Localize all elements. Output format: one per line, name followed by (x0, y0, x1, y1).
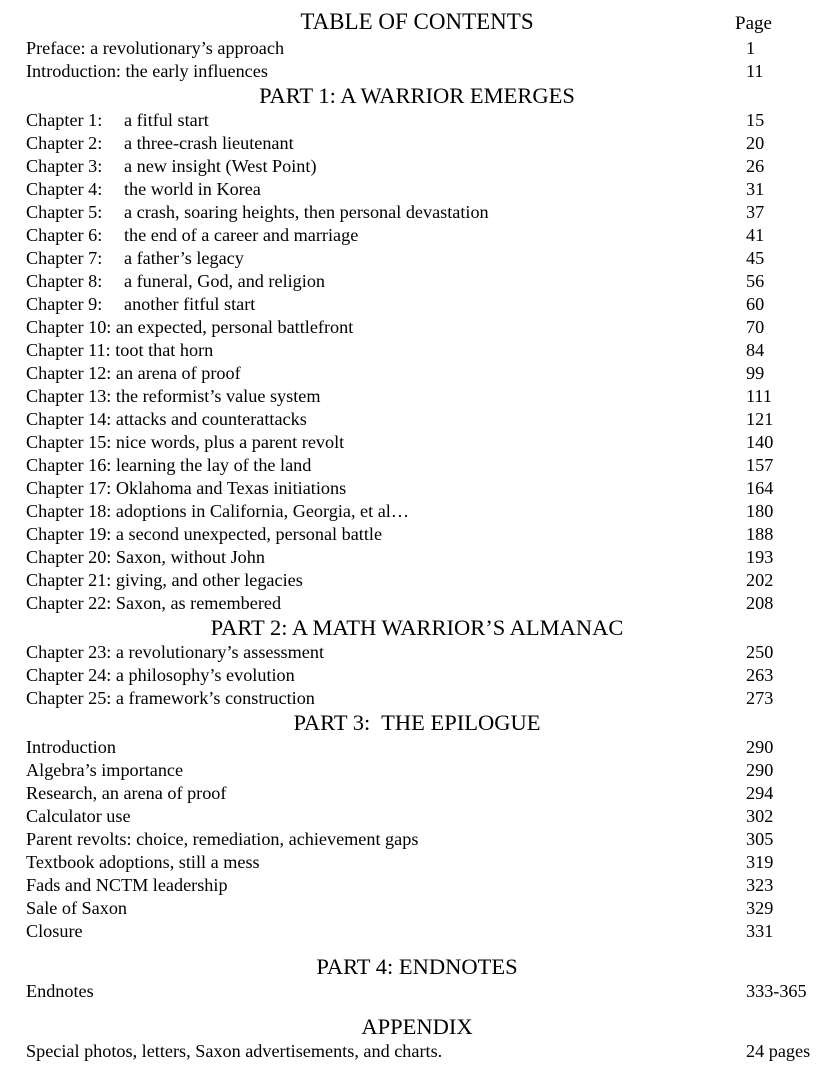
entry-page: 290 (746, 760, 774, 780)
entry-page: 250 (746, 642, 774, 662)
page-column-header: Page (735, 13, 772, 34)
entry-page: 208 (746, 593, 774, 613)
entry-page: 294 (746, 783, 774, 803)
toc-entry-section (0, 736, 834, 759)
chapter-number: Chapter 5: (26, 202, 103, 222)
chapter-number: Chapter 3: (26, 156, 103, 176)
entry-page: 193 (746, 547, 774, 567)
entry-title: Chapter 11: toot that horn (26, 340, 214, 360)
entry-page: 70 (746, 317, 765, 337)
entry-page: 121 (746, 409, 774, 429)
entry-title: Chapter 15: nice words, plus a parent revolt (26, 432, 345, 452)
toc-entry-chapter (0, 247, 834, 270)
toc-entry-chapter (0, 109, 834, 132)
entry-page: 329 (746, 898, 774, 918)
toc-entry-chapter (0, 201, 834, 224)
toc-entry-chapter (0, 546, 834, 569)
toc-entry-section (0, 897, 834, 920)
entry-page: 273 (746, 688, 774, 708)
chapter-number: Chapter 1: (26, 110, 103, 130)
toc-entry-chapter (0, 664, 834, 687)
entry-title: Chapter 23: a revolutionary’s assessment (26, 642, 325, 662)
entry-title: Introduction (26, 737, 116, 757)
toc-entry-chapter (0, 178, 834, 201)
toc-entry-chapter (0, 454, 834, 477)
entry-title: Chapter 24: a philosophy’s evolution (26, 665, 295, 685)
chapter-number: Chapter 7: (26, 248, 103, 268)
entry-page: 140 (746, 432, 774, 452)
entry-title: Chapter 12: an arena of proof (26, 363, 241, 383)
toc-entry-chapter (0, 224, 834, 247)
entry-page: 319 (746, 852, 774, 872)
entry-page: 164 (746, 478, 774, 498)
entry-title: Sale of Saxon (26, 898, 128, 918)
entry-title: a father’s legacy (124, 248, 244, 268)
entry-page: 24 pages (746, 1041, 811, 1061)
toc-entry-chapter (0, 293, 834, 316)
entry-title: Introduction: the early influences (26, 61, 268, 81)
entry-page: 20 (746, 133, 765, 153)
toc-entry-section (0, 828, 834, 851)
toc-entry-section (0, 874, 834, 897)
toc-entry-chapter (0, 641, 834, 664)
toc-entry-section (0, 1040, 834, 1063)
chapter-number: Chapter 4: (26, 179, 103, 199)
toc-entry-section (0, 980, 834, 1003)
entry-page: 323 (746, 875, 774, 895)
entry-page: 180 (746, 501, 774, 521)
toc-entry-chapter (0, 408, 834, 431)
entry-page: 45 (746, 248, 765, 268)
entry-title: Chapter 16: learning the lay of the land (26, 455, 312, 475)
part-3-heading: PART 3: THE EPILOGUE (293, 710, 541, 735)
entry-title: Research, an arena of proof (26, 783, 227, 803)
entry-title: Algebra’s importance (26, 760, 184, 780)
entry-title: Endnotes (26, 981, 94, 1001)
entry-page: 41 (746, 225, 765, 245)
entry-title: a funeral, God, and religion (124, 271, 326, 291)
entry-title: a crash, soaring heights, then personal devastation (124, 202, 489, 222)
entry-title: a fitful start (124, 110, 209, 130)
toc-entry-section (0, 782, 834, 805)
toc-entry-section (0, 851, 834, 874)
entry-title: Chapter 21: giving, and other legacies (26, 570, 303, 590)
entry-page: 111 (746, 386, 772, 406)
toc-entry-chapter (0, 385, 834, 408)
toc-entry-chapter (0, 362, 834, 385)
entry-title: the world in Korea (124, 179, 261, 199)
entry-title: Chapter 14: attacks and counterattacks (26, 409, 307, 429)
toc-entry-introduction (0, 60, 834, 83)
entry-page: 56 (746, 271, 765, 291)
toc-entry-section (0, 805, 834, 828)
entry-page: 31 (746, 179, 765, 199)
entry-title: Chapter 13: the reformist’s value system (26, 386, 321, 406)
toc-entry-chapter (0, 155, 834, 178)
entry-title: Parent revolts: choice, remediation, achievement gaps (26, 829, 419, 849)
chapter-number: Chapter 9: (26, 294, 103, 314)
part-2-heading: PART 2: A MATH WARRIOR’S ALMANAC (210, 615, 624, 640)
entry-page: 60 (746, 294, 765, 314)
entry-page: 11 (746, 61, 764, 81)
toc-title: TABLE OF CONTENTS (300, 9, 534, 34)
entry-title: a three-crash lieutenant (124, 133, 294, 153)
chapter-number: Chapter 8: (26, 271, 103, 291)
appendix-heading: APPENDIX (361, 1014, 473, 1039)
entry-page: 37 (746, 202, 765, 222)
toc-entry-section (0, 759, 834, 782)
entry-page: 202 (746, 570, 774, 590)
entry-title: a new insight (West Point) (124, 156, 317, 176)
entry-page: 263 (746, 665, 774, 685)
toc-entries (0, 37, 834, 1063)
entry-page: 84 (746, 340, 765, 360)
entry-title: Closure (26, 921, 83, 941)
toc-entry-section (0, 920, 834, 943)
toc-entry-chapter (0, 592, 834, 615)
entry-title: Chapter 17: Oklahoma and Texas initiations (26, 478, 347, 498)
toc-entry-chapter (0, 270, 834, 293)
entry-title: Preface: a revolutionary’s approach (26, 38, 285, 58)
entry-title: Fads and NCTM leadership (26, 875, 228, 895)
entry-title: Chapter 18: adoptions in California, Georgia, et al… (26, 501, 410, 521)
entry-page: 99 (746, 363, 765, 383)
toc-entry-chapter (0, 477, 834, 500)
entry-title: Chapter 25: a framework’s construction (26, 688, 315, 708)
toc-entry-chapter (0, 687, 834, 710)
entry-page: 302 (746, 806, 774, 826)
part-4-heading: PART 4: ENDNOTES (316, 954, 518, 979)
entry-title: the end of a career and marriage (124, 225, 359, 245)
entry-page: 15 (746, 110, 765, 130)
toc-entry-chapter (0, 132, 834, 155)
entry-page: 26 (746, 156, 765, 176)
entry-page: 290 (746, 737, 774, 757)
toc-entry-preface (0, 37, 834, 60)
entry-page: 333-365 (746, 981, 807, 1001)
entry-page: 157 (746, 455, 774, 475)
toc-entry-chapter (0, 500, 834, 523)
entry-page: 305 (746, 829, 774, 849)
toc-entry-chapter (0, 523, 834, 546)
toc-entry-chapter (0, 569, 834, 592)
entry-title: Textbook adoptions, still a mess (26, 852, 260, 872)
toc-entry-chapter (0, 316, 834, 339)
entry-title: Chapter 10: an expected, personal battlefront (26, 317, 354, 337)
chapter-number: Chapter 6: (26, 225, 103, 245)
toc-entry-chapter (0, 431, 834, 454)
entry-page: 1 (746, 38, 756, 58)
part-1-heading: PART 1: A WARRIOR EMERGES (259, 83, 575, 108)
entry-title: Special photos, letters, Saxon advertisements, and charts. (26, 1041, 443, 1061)
entry-title: another fitful start (124, 294, 256, 314)
entry-title: Chapter 20: Saxon, without John (26, 547, 265, 567)
entry-page: 331 (746, 921, 774, 941)
entry-page: 188 (746, 524, 774, 544)
entry-title: Chapter 19: a second unexpected, personal battle (26, 524, 383, 544)
entry-title: Chapter 22: Saxon, as remembered (26, 593, 282, 613)
entry-title: Calculator use (26, 806, 131, 826)
chapter-number: Chapter 2: (26, 133, 103, 153)
toc-entry-chapter (0, 339, 834, 362)
